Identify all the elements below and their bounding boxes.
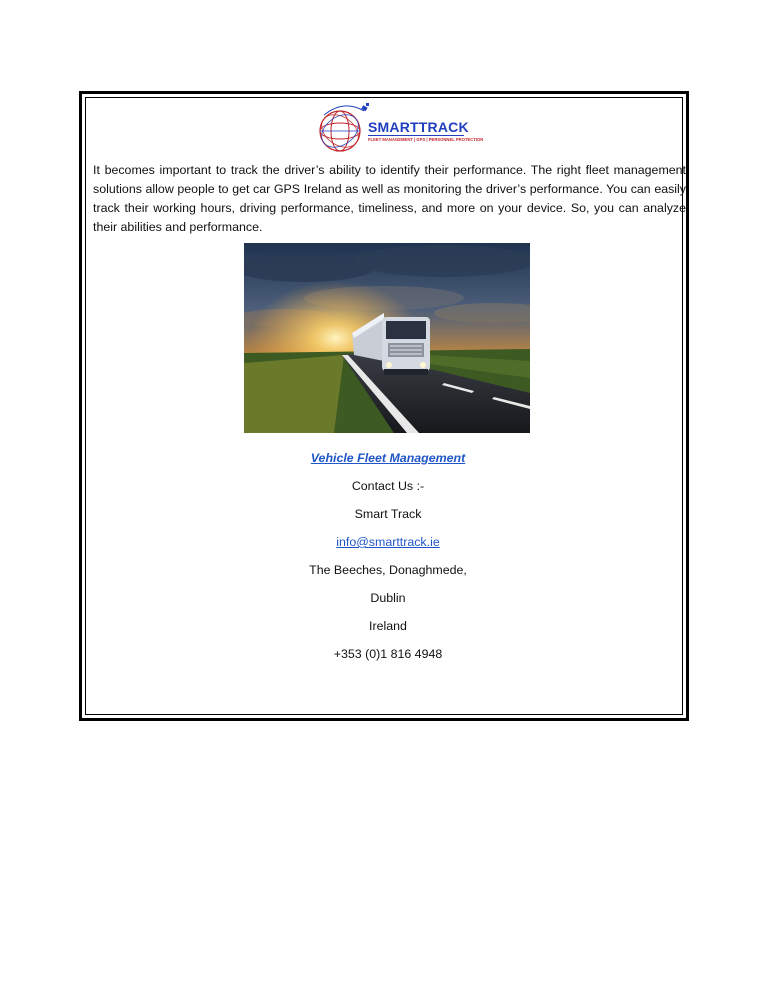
company-name: Smart Track <box>354 507 422 521</box>
city: Dublin <box>370 591 406 605</box>
address-line: The Beeches, Donaghmede, <box>309 563 467 577</box>
phone-number: +353 (0)1 816 4948 <box>333 647 443 661</box>
page-border-frame <box>79 91 689 721</box>
vehicle-fleet-management-link[interactable]: Vehicle Fleet Management <box>310 451 466 465</box>
country: Ireland <box>369 619 407 633</box>
contact-heading: Contact Us :- <box>351 479 425 493</box>
truck-on-highway-image <box>244 243 530 433</box>
vehicle-fleet-management-link-row <box>86 450 690 466</box>
truck-sunset-photo <box>244 243 530 433</box>
logo-brand-name: SMARTTRACK <box>368 119 469 135</box>
smarttrack-logo <box>314 101 484 157</box>
logo-tagline: FLEET MANAGEMENT | GPS | PERSONNEL PROTECTION <box>368 137 484 142</box>
intro-paragraph: It becomes important to track the driver’s ability to identify their performance. The right fleet management solutions allow people to get car GPS Ireland as well as monitoring the driver’s performance. You can easily track their working hours, driving performance, timeliness, and more on your device. So, you can analyze their abilities and performance. <box>93 163 686 234</box>
page-border-inner <box>85 97 686 715</box>
logo-divider <box>368 135 464 136</box>
email-link[interactable]: info@smarttrack.ie <box>336 535 440 549</box>
email-row <box>86 534 690 550</box>
